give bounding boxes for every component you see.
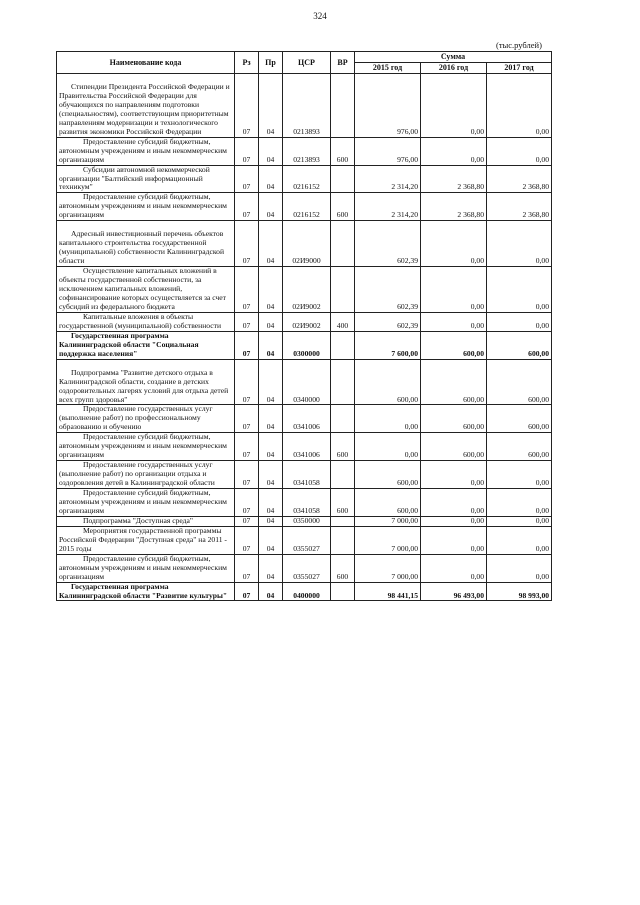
vr-cell [331,331,355,359]
sum-2015-cell: 2 314,20 [355,165,421,193]
csr-cell: 0216152 [283,193,331,221]
sum-2016-cell: 2 368,80 [421,165,487,193]
header-year-2016: 2016 год [421,63,487,74]
pr-cell: 04 [259,461,283,489]
row-label: Государственная программа Калининградской области "Социальная поддержка населения" [59,330,199,358]
table-row [57,359,552,405]
name-cell [57,359,235,405]
sum-2017-cell: 0,00 [487,74,552,138]
csr-cell: 02И9002 [283,312,331,331]
table-row [57,221,552,267]
sum-2015-cell: 7 000,00 [355,516,421,526]
vr-cell [331,526,355,554]
pr-cell: 04 [259,267,283,313]
table-row [57,526,552,554]
pr-cell: 04 [259,165,283,193]
sum-2016-cell: 2 368,80 [421,193,487,221]
vr-cell: 600 [331,193,355,221]
row-label: Предоставление субсидий бюджетным, автономным учреждениям и иным некоммерческим организациям [59,488,227,515]
vr-cell [331,461,355,489]
name-cell [57,489,235,517]
header-pr: Пр [259,52,283,74]
sum-2015-cell: 602,39 [355,312,421,331]
sum-2015-cell: 600,00 [355,461,421,489]
vr-cell [331,74,355,138]
units-label: (тыс.рублей) [496,40,542,50]
table-row [57,516,552,526]
vr-cell [331,221,355,267]
sum-2017-cell: 0,00 [487,516,552,526]
csr-cell: 02И9002 [283,267,331,313]
rz-cell: 07 [235,221,259,267]
name-cell [57,582,235,601]
table-row [57,582,552,601]
name-cell [57,516,235,526]
rz-cell: 07 [235,405,259,433]
page-number: 324 [313,11,327,21]
name-cell [57,461,235,489]
pr-cell: 04 [259,312,283,331]
table-row [57,433,552,461]
table-row [57,74,552,138]
row-label: Осуществление капитальных вложений в объекты государственной собственности, за исключением капитальных вложений, софинансирование которых осуществляется за счет субсидий из федерального бюджета [59,266,226,311]
vr-cell [331,165,355,193]
row-label: Государственная программа Калининградской области "Развитие культуры" [59,581,228,600]
sum-2017-cell: 0,00 [487,137,552,165]
pr-cell: 04 [259,359,283,405]
sum-2017-cell: 0,00 [487,267,552,313]
rz-cell: 07 [235,267,259,313]
row-label: Предоставление государственных услуг (выполнение работ) по профессиональному образованию и обучению [59,404,213,432]
row-label: Предоставление субсидий бюджетным, автономным учреждениям и иным некоммерческим организациям [59,192,227,220]
table-row [57,461,552,489]
name-cell [57,193,235,221]
csr-cell: 0341058 [283,489,331,517]
name-cell [57,405,235,433]
csr-cell: 0216152 [283,165,331,193]
sum-2017-cell: 0,00 [487,489,552,517]
sum-2016-cell: 600,00 [421,331,487,359]
name-cell [57,74,235,138]
sum-2016-cell: 0,00 [421,267,487,313]
rz-cell: 07 [235,526,259,554]
csr-cell: 0355027 [283,554,331,582]
sum-2017-cell: 0,00 [487,554,552,582]
sum-2016-cell: 0,00 [421,526,487,554]
header-sum: Сумма [355,52,552,63]
vr-cell: 600 [331,137,355,165]
rz-cell: 07 [235,359,259,405]
row-label: Субсидии автономной некоммерческой организации "Балтийский информационный техникум" [59,164,210,192]
rz-cell: 07 [235,331,259,359]
pr-cell: 04 [259,554,283,582]
header-year-2015: 2015 год [355,63,421,74]
name-cell [57,267,235,313]
csr-cell: 0355027 [283,526,331,554]
sum-2016-cell: 0,00 [421,516,487,526]
row-label: Капитальные вложения в объекты государственной (муниципальной) собственности [59,311,222,330]
pr-cell: 04 [259,516,283,526]
csr-cell: 0300000 [283,331,331,359]
sum-2017-cell: 0,00 [487,221,552,267]
rz-cell: 07 [235,165,259,193]
sum-2015-cell: 98 441,15 [355,582,421,601]
sum-2016-cell: 96 493,00 [421,582,487,601]
row-label: Подпрограмма "Развитие детского отдыха в Калининградской области, создание в детских оздоровительных лагерях условий для отдыха детей всех групп здоровья" [59,367,229,404]
sum-2017-cell: 0,00 [487,526,552,554]
vr-cell [331,359,355,405]
row-label: Адресный инвестиционный перечень объектов капитального строительства государственной (муниципальной) собственности Калининградской области [59,229,225,266]
sum-2016-cell: 0,00 [421,74,487,138]
table-row [57,267,552,313]
vr-cell [331,405,355,433]
row-label: Предоставление субсидий бюджетным, автономным учреждениям и иным некоммерческим организациям [59,553,227,581]
sum-2016-cell: 600,00 [421,359,487,405]
pr-cell: 04 [259,526,283,554]
row-label: Предоставление субсидий бюджетным, автономным учреждениям и иным некоммерческим организациям [59,136,227,164]
vr-cell [331,516,355,526]
sum-2017-cell: 600,00 [487,433,552,461]
table-row [57,331,552,359]
rz-cell: 07 [235,516,259,526]
vr-cell: 600 [331,489,355,517]
csr-cell: 0213893 [283,74,331,138]
sum-2017-cell: 0,00 [487,461,552,489]
vr-cell: 600 [331,433,355,461]
csr-cell: 02И9000 [283,221,331,267]
pr-cell: 04 [259,582,283,601]
table-row [57,405,552,433]
sum-2016-cell: 0,00 [421,554,487,582]
sum-2017-cell: 0,00 [487,312,552,331]
sum-2016-cell: 0,00 [421,489,487,517]
sum-2015-cell: 0,00 [355,405,421,433]
name-cell [57,433,235,461]
rz-cell: 07 [235,489,259,517]
table-row [57,489,552,517]
table-row [57,193,552,221]
sum-2016-cell: 0,00 [421,221,487,267]
pr-cell: 04 [259,433,283,461]
pr-cell: 04 [259,331,283,359]
sum-2016-cell: 0,00 [421,461,487,489]
sum-2016-cell: 600,00 [421,405,487,433]
sum-2015-cell: 7 000,00 [355,554,421,582]
rz-cell: 07 [235,312,259,331]
csr-cell: 0340000 [283,359,331,405]
csr-cell: 0350000 [283,516,331,526]
sum-2015-cell: 602,39 [355,267,421,313]
sum-2015-cell: 2 314,20 [355,193,421,221]
rz-cell: 07 [235,433,259,461]
sum-2016-cell: 0,00 [421,137,487,165]
sum-2017-cell: 98 993,00 [487,582,552,601]
vr-cell [331,582,355,601]
rz-cell: 07 [235,193,259,221]
sum-2015-cell: 602,39 [355,221,421,267]
name-cell [57,331,235,359]
pr-cell: 04 [259,193,283,221]
sum-2015-cell: 0,00 [355,433,421,461]
row-label: Предоставление субсидий бюджетным, автономным учреждениям и иным некоммерческим организациям [59,432,227,460]
csr-cell: 0341006 [283,405,331,433]
sum-2016-cell: 600,00 [421,433,487,461]
row-label: Мероприятия государственной программы Российской Федерации "Доступная среда" на 2011 - 2015 годы [59,525,227,553]
sum-2017-cell: 600,00 [487,331,552,359]
header-rz: Рз [235,52,259,74]
pr-cell: 04 [259,137,283,165]
rz-cell: 07 [235,461,259,489]
row-label: Предоставление государственных услуг (выполнение работ) по организации отдыха и оздоровления детей в Калининградской области [59,460,215,488]
csr-cell: 0213893 [283,137,331,165]
csr-cell: 0341058 [283,461,331,489]
header-vr: ВР [331,52,355,74]
rz-cell: 07 [235,582,259,601]
sum-2017-cell: 600,00 [487,359,552,405]
vr-cell: 400 [331,312,355,331]
budget-table [56,51,552,601]
table-row [57,554,552,582]
name-cell [57,137,235,165]
pr-cell: 04 [259,74,283,138]
table-row [57,312,552,331]
sum-2015-cell: 7 600,00 [355,331,421,359]
sum-2017-cell: 2 368,80 [487,193,552,221]
header-csr: ЦСР [283,52,331,74]
pr-cell: 04 [259,221,283,267]
sum-2015-cell: 976,00 [355,74,421,138]
table-row [57,165,552,193]
csr-cell: 0341006 [283,433,331,461]
sum-2015-cell: 7 000,00 [355,526,421,554]
vr-cell [331,267,355,313]
table-body [57,74,552,601]
rz-cell: 07 [235,137,259,165]
sum-2016-cell: 0,00 [421,312,487,331]
row-label: Подпрограмма "Доступная среда" [83,515,194,525]
sum-2015-cell: 976,00 [355,137,421,165]
header-name: Наименование кода [57,52,235,74]
pr-cell: 04 [259,489,283,517]
name-cell [57,312,235,331]
rz-cell: 07 [235,554,259,582]
csr-cell: 0400000 [283,582,331,601]
rz-cell: 07 [235,74,259,138]
name-cell [57,221,235,267]
sum-2017-cell: 600,00 [487,405,552,433]
name-cell [57,165,235,193]
name-cell [57,526,235,554]
vr-cell: 600 [331,554,355,582]
sum-2017-cell: 2 368,80 [487,165,552,193]
name-cell [57,554,235,582]
table-row [57,137,552,165]
pr-cell: 04 [259,405,283,433]
sum-2015-cell: 600,00 [355,359,421,405]
row-label: Стипендии Президента Российской Федерации и Правительства Российской Федерации для обучающихся по направлениям подготовки (специальностям), соответствующим приоритетным направлениям модернизации и технологического развития экономики Российской Федерации [59,82,230,136]
sum-2015-cell: 600,00 [355,489,421,517]
header-year-2017: 2017 год [487,63,552,74]
